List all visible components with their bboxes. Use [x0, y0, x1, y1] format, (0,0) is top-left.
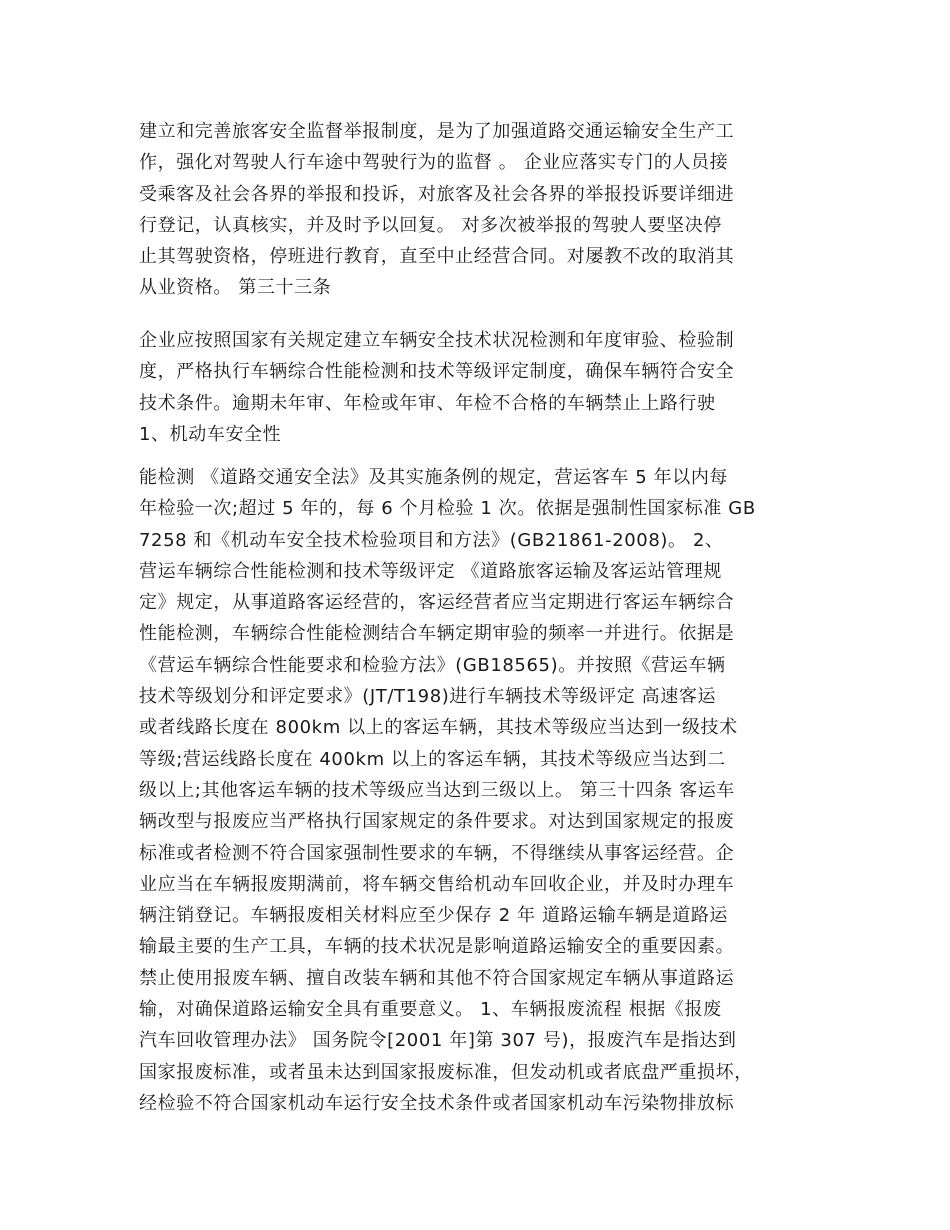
paragraph	[139, 462, 819, 1119]
text-line: 性能检测，车辆综合性能检测结合车辆定期审验的频率一并进行。依据是	[139, 623, 735, 645]
text-line: 技术条件。逾期未年审、年检或年审、年检不合格的车辆禁止上路行驶	[139, 392, 716, 414]
text-line: 禁止使用报废车辆、擅自改装车辆和其他不符合国家规定车辆从事道路运	[139, 967, 735, 989]
text-line: 止其驾驶资格，停班进行教育，直至中止经营合同。对屡教不改的取消其	[139, 246, 735, 268]
text-line: 作，强化对驾驶人行车途中驾驶行为的监督 。 企业应落实专门的人员接	[139, 152, 729, 174]
paragraph	[139, 325, 819, 450]
text-line: 级以上;其他客运车辆的技术等级应当达到三级以上。 第三十四条 客运车	[139, 779, 735, 801]
text-line: 辆改型与报废应当严格执行国家规定的条件要求。对达到国家规定的报废	[139, 811, 735, 833]
text-line: 行登记，认真核实，并及时予以回复。 对多次被举报的驾驶人要坚决停	[139, 214, 722, 236]
text-line: 业应当在车辆报废期满前，将车辆交售给机动车回收企业，并及时办理车	[139, 873, 735, 895]
text-line: 企业应按照国家有关规定建立车辆安全技术状况检测和年度审验、检验制	[139, 330, 735, 351]
text-line: 营运车辆综合性能检测和技术等级评定 《道路旅客运输及客运站管理规	[139, 560, 722, 582]
paragraph	[139, 116, 819, 304]
text-line: 定》规定，从事道路客运经营的，客运经营者应当定期进行客运车辆综合	[139, 592, 735, 614]
text-line: 国家报废标准，或者虽未达到国家报废标准，但发动机或者底盘严重损坏，	[139, 1061, 753, 1083]
text-line: 从业资格。 第三十三条	[139, 277, 332, 299]
text-line: 汽车回收管理办法》 国务院令[2001 年]第 307 号)，报废汽车是指达到	[139, 1030, 737, 1052]
text-line: 辆注销登记。车辆报废相关材料应至少保存 2 年 道路运输车辆是道路运	[139, 905, 729, 927]
text-line: 标准或者检测不符合国家强制性要求的车辆，不得继续从事客运经营。企	[139, 842, 735, 864]
text-line: 年检验一次;超过 5 年的，每 6 个月检验 1 次。依据是强制性国家标准 GB	[139, 498, 756, 520]
text-line: 建立和完善旅客安全监督举报制度，是为了加强道路交通运输安全生产工	[139, 121, 735, 142]
text-line: 输，对确保道路运输安全具有重要意义。 1、车辆报废流程 根据《报废	[139, 999, 722, 1021]
text-line: 或者线路长度在 800km 以上的客运车辆，其技术等级应当达到一级技术	[139, 717, 738, 739]
text-line: 7258 和《机动车安全技术检验项目和方法》(GB21861-2008)。 2、	[139, 529, 724, 551]
text-line: 度，严格执行车辆综合性能检测和技术等级评定制度，确保车辆符合安全	[139, 361, 735, 383]
text-line: 能检测 《道路交通安全法》及其实施条例的规定，营运客车 5 年以内每	[139, 467, 729, 488]
text-line: 输最主要的生产工具，车辆的技术状况是影响道路运输安全的重要因素。	[139, 936, 735, 958]
text-line: 《营运车辆综合性能要求和检验方法》(GB18565)。并按照《营运车辆	[139, 654, 726, 676]
text-line: 受乘客及社会各界的举报和投诉，对旅客及社会各界的举报投诉要详细进	[139, 183, 735, 205]
text-line: 1、机动车安全性	[139, 423, 282, 445]
text-line: 经检验不符合国家机动车运行安全技术条件或者国家机动车污染物排放标	[139, 1092, 735, 1114]
text-line: 等级;营运线路长度在 400km 以上的客运车辆，其技术等级应当达到二	[139, 748, 726, 770]
text-line: 技术等级划分和评定要求》(JT/T198)进行车辆技术等级评定 高速客运	[139, 686, 717, 708]
